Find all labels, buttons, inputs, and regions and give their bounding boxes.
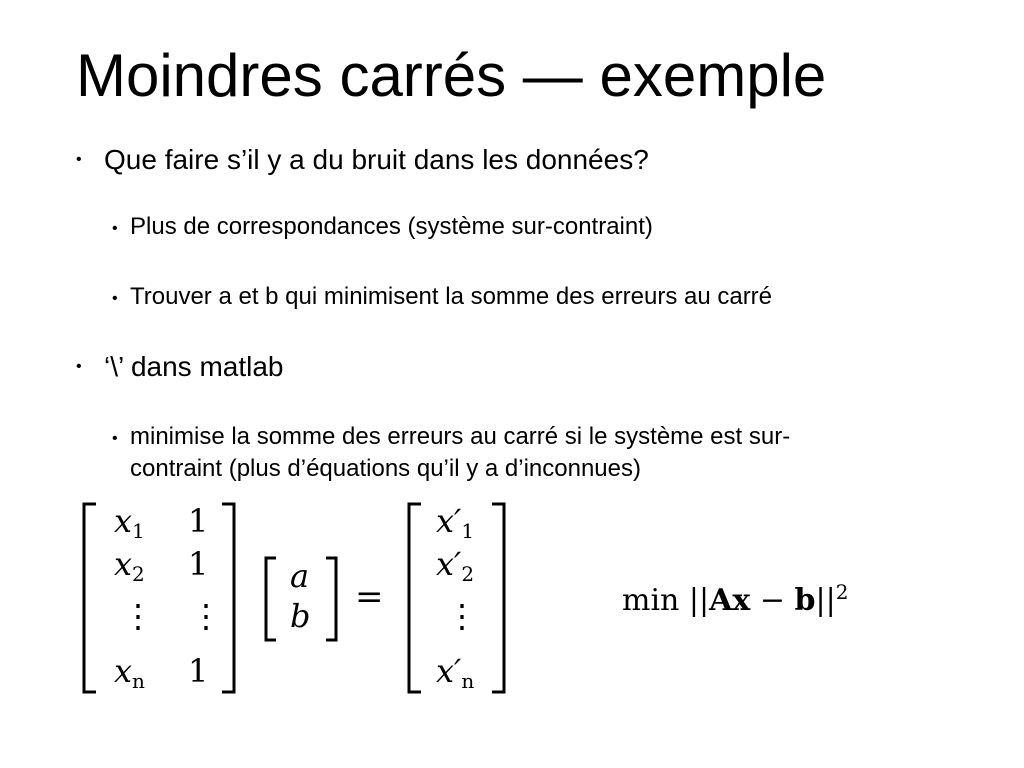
- slide-title: Moindres carrés — exemple: [76, 42, 827, 109]
- bullet-text: Plus de correspondances (système sur-contraint): [130, 213, 653, 240]
- matrix-a-vdots-col1: ⋮: [122, 597, 154, 635]
- vector-x-b: b: [290, 597, 311, 635]
- matrix-a-cell-x1: $x_1$: [114, 502, 145, 543]
- least-squares-objective: $\min ||Ax - b||^2$: [622, 580, 849, 618]
- matrix-a-cell-one-n: 1: [188, 652, 209, 690]
- vector-b-xn-prime: $x'_n$: [436, 652, 475, 693]
- vector-x-right-bracket: [322, 556, 340, 642]
- bullet-text: Que faire s’il y a du bruit dans les données?: [104, 144, 649, 175]
- bullet-text-line2: contraint (plus d’équations qu’il y a d’inconnues): [130, 455, 641, 482]
- bullet-text: Trouver a et b qui minimisent la somme des erreurs au carré: [130, 283, 773, 310]
- matrix-a-cell-one-2: 1: [188, 545, 209, 583]
- matrix-a-vdots-col2: ⋮: [190, 597, 222, 635]
- equals-sign: =: [355, 577, 384, 617]
- bullet-dot: •: [112, 220, 118, 237]
- bullet-dot: •: [112, 430, 118, 447]
- bullet-dot: •: [112, 290, 118, 307]
- matrix-a-cell-x2: $x_2$: [114, 545, 145, 586]
- vector-b-x2-prime: $x'_2$: [436, 545, 475, 586]
- matrix-a-left-bracket: [80, 502, 100, 694]
- vector-b-x1-prime: $x'_1$: [436, 502, 475, 543]
- bullet-dot: •: [76, 151, 82, 168]
- vector-x-left-bracket: [262, 556, 280, 642]
- bullet-text-line1: minimise la somme des erreurs au carré si le système est sur-: [130, 423, 791, 450]
- vector-b-vdots: ⋮: [446, 597, 478, 635]
- matrix-a-cell-xn: $x_n$: [114, 652, 145, 693]
- bullet-text: ‘\’ dans matlab: [104, 351, 284, 382]
- vector-b-right-bracket: [488, 502, 508, 694]
- vector-x-a: a: [290, 557, 310, 595]
- matrix-a-cell-one-1: 1: [188, 502, 209, 540]
- vector-b-left-bracket: [405, 502, 425, 694]
- bullet-dot: •: [76, 358, 82, 375]
